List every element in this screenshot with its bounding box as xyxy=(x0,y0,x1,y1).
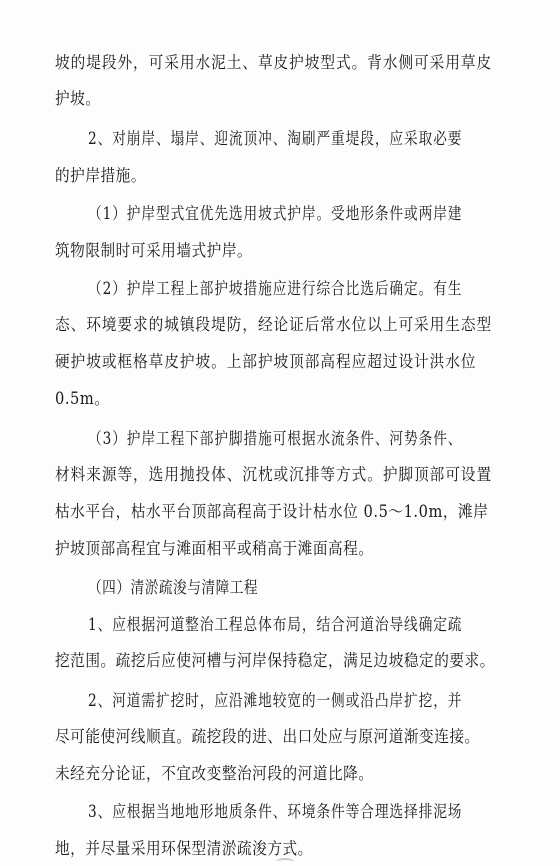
text-line: 护坡顶部高程宜与滩面相平或稍高于滩面高程。 xyxy=(55,539,374,558)
text-line: 尽可能使河线顺直。疏挖段的进、出口处应与原河道渐变连接。 xyxy=(55,727,480,746)
text-line: 0.5m。 xyxy=(55,389,110,408)
text-line: 1、应根据河道整治工程总体布局，结合河道治导线确定疏 xyxy=(88,615,463,634)
text-line: 3、应根据当地地形地质条件、环境条件等合理选择排泥场 xyxy=(88,802,463,821)
text-line: 地，并尽量采用环保型清淤疏浚方式。 xyxy=(55,839,313,858)
scan-artifact-mark xyxy=(276,858,294,866)
text-line: （2）护岸工程上部护坡措施应进行综合比选后确定。有生 xyxy=(88,279,463,298)
text-line: 2、对崩岸、塌岸、迎流顶冲、淘刷严重堤段，应采取必要 xyxy=(88,129,463,148)
text-line: 材料来源等，选用抛投体、沉枕或沉排等方式。护脚顶部可设置 xyxy=(55,465,493,484)
text-line: 筑物限制时可采用墙式护岸。 xyxy=(55,241,253,260)
text-line: 的护岸措施。 xyxy=(55,166,147,185)
text-line: 未经充分论证，不宜改变整治河段的河道比降。 xyxy=(55,764,374,783)
text-line: 硬护坡或框格草皮护坡。上部护坡顶部高程应超过设计洪水位 xyxy=(55,352,477,371)
text-line: 挖范围。疏挖后应使河槽与河岸保持稳定，满足边坡稳定的要求。 xyxy=(55,651,495,670)
text-line: 2、河道需扩挖时，应沿滩地较宽的一侧或沿凸岸扩挖，并 xyxy=(88,691,463,710)
text-line: （1）护岸型式宜优先选用坡式护岸。受地形条件或两岸建 xyxy=(88,204,463,223)
text-line: 坡的堤段外，可采用水泥土、草皮护坡型式。背水侧可采用草皮 xyxy=(55,53,493,72)
text-line: 护坡。 xyxy=(55,89,101,108)
text-line: 态、环境要求的城镇段堤防，经论证后常水位以上可采用生态型 xyxy=(55,315,493,334)
section-heading: （四）清淤疏浚与清障工程 xyxy=(88,578,259,597)
text-line: 枯水平台，枯水平台顶部高程高于设计枯水位 0.5～1.0m，滩岸 xyxy=(55,502,489,521)
text-line: （3）护岸工程下部护脚措施可根据水流条件、河势条件、 xyxy=(88,429,463,448)
